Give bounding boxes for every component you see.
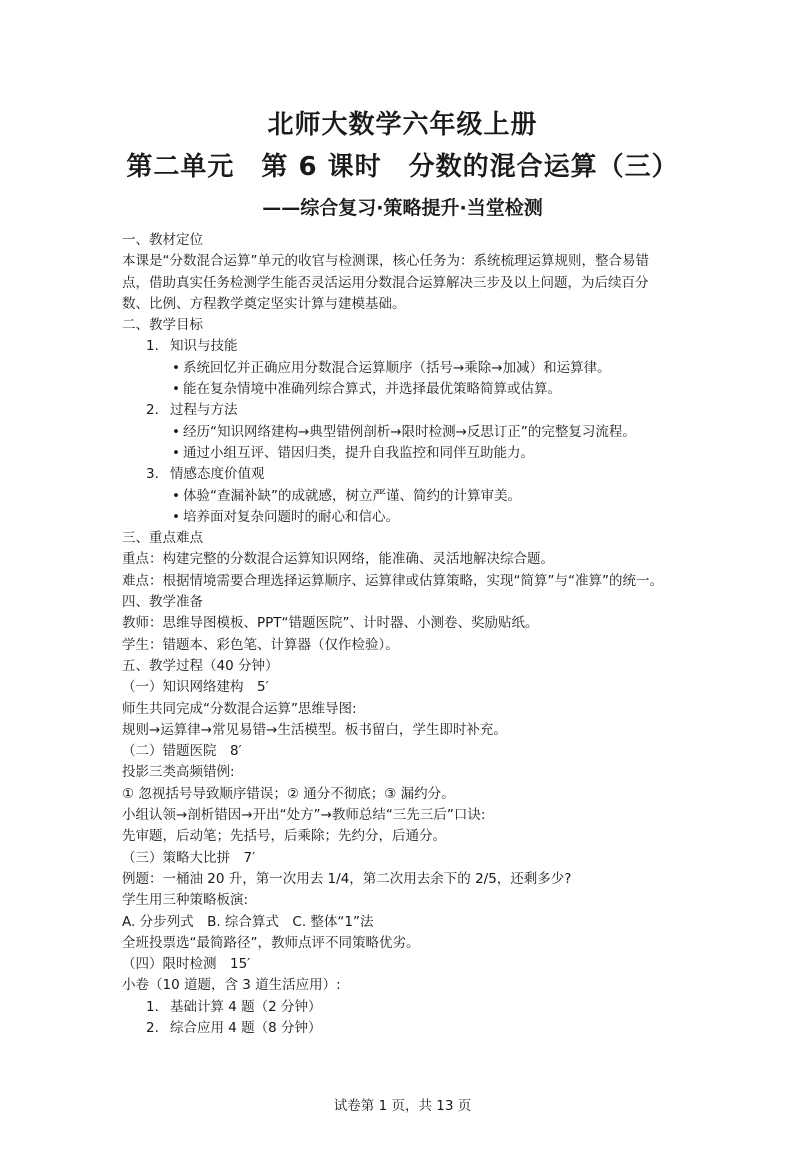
process-line: （二）错题医院 8′ bbox=[122, 743, 242, 760]
bullet-icon: • bbox=[172, 423, 180, 440]
objective-group-title bbox=[122, 336, 692, 357]
test-item: 1. 基础计算 4 题（2 分钟） bbox=[122, 997, 692, 1018]
process-line: 投影三类高频错例: bbox=[122, 764, 235, 781]
bullet-icon: • bbox=[172, 487, 180, 504]
lesson-title: 第二单元 第 6 课时 分数的混合运算（三） bbox=[126, 152, 679, 182]
page-footer: 试卷第 1 页，共 13 页 bbox=[333, 1098, 472, 1114]
list-item: • 能在复杂情境中准确列综合算式，并选择最优策略简算或估算。 bbox=[122, 379, 692, 400]
list-number: 1. bbox=[146, 338, 159, 355]
list-item: • 系统回忆并正确应用分数混合运算顺序（括号→乘除→加减）和运算律。 bbox=[122, 358, 692, 379]
paragraph-line: 点，借助真实任务检测学生能否灵活运用分数混合运算解决三步及以上问题，为后续百分 bbox=[122, 274, 649, 291]
process-line: 小组认领→剖析错因→开出“处方”→教师总结“三先三后”口诀: bbox=[122, 807, 486, 824]
process-line: 学生用三种策略板演: bbox=[122, 892, 249, 909]
process-line: （三）策略大比拼 7′ bbox=[122, 849, 256, 866]
section-heading: 五、教学过程（40 分钟） bbox=[122, 657, 279, 674]
paragraph-line: 数、比例、方程教学奠定坚实计算与建模基础。 bbox=[122, 295, 406, 312]
document-title: 北师大数学六年级上册 bbox=[267, 110, 538, 140]
bullet-icon: • bbox=[172, 381, 180, 398]
process-line: （四）限时检测 15′ bbox=[122, 956, 251, 973]
difficult-point: 难点：根据情境需要合理选择运算顺序、运算律或估算策略，实现“简算”与“准算”的统一。 bbox=[122, 572, 663, 589]
process-line: A. 分步列式 B. 综合算式 C. 整体“1”法 bbox=[122, 913, 374, 930]
teacher-prep: 教师：思维导图模板、PPT“错题医院”、计时器、小测卷、奖励贴纸。 bbox=[122, 615, 539, 632]
objective-group-title bbox=[122, 400, 692, 421]
student-prep: 学生：错题本、彩色笔、计算器（仅作检验）。 bbox=[122, 636, 399, 653]
bullet-icon: • bbox=[172, 359, 180, 376]
process-line: 规则→运算律→常见易错→生活模型。板书留白，学生即时补充。 bbox=[122, 721, 507, 738]
process-line: （一）知识网络建构 5′ bbox=[122, 679, 269, 696]
objective-group-title bbox=[122, 464, 692, 485]
objective-title: 情感态度价值观 bbox=[170, 466, 265, 483]
list-number: 1. bbox=[146, 998, 159, 1015]
section-heading: 四、教学准备 bbox=[122, 594, 203, 611]
process-line: 全班投票选“最简路径”，教师点评不同策略优劣。 bbox=[122, 934, 420, 951]
section-heading: 二、教学目标 bbox=[122, 317, 203, 334]
list-number: 3. bbox=[146, 466, 159, 483]
process-line: 例题：一桶油 20 升，第一次用去 1/4，第二次用去余下的 2/5，还剩多少? bbox=[122, 870, 572, 887]
process-line: 小卷（10 道题，含 3 道生活应用）: bbox=[122, 977, 341, 994]
list-number: 2. bbox=[146, 402, 159, 419]
list-item: • 培养面对复杂问题时的耐心和信心。 bbox=[122, 507, 692, 528]
paragraph-line: 本课是“分数混合运算”单元的收官与检测课，核心任务为：系统梳理运算规则，整合易错 bbox=[122, 253, 649, 270]
document-body bbox=[122, 230, 692, 1039]
process-line: 先审题，后动笔；先括号，后乘除；先约分，后通分。 bbox=[122, 828, 446, 845]
list-item: • 体验“查漏补缺”的成就感，树立严谨、简约的计算审美。 bbox=[122, 486, 692, 507]
test-item: 2. 综合应用 4 题（8 分钟） bbox=[122, 1018, 692, 1039]
objective-title: 过程与方法 bbox=[170, 402, 238, 419]
process-line: 师生共同完成“分数混合运算”思维导图: bbox=[122, 700, 357, 717]
list-item: • 经历“知识网络建构→典型错例剖析→限时检测→反思订正”的完整复习流程。 bbox=[122, 422, 692, 443]
section-heading: 三、重点难点 bbox=[122, 530, 203, 547]
section-heading: 一、教材定位 bbox=[122, 232, 203, 248]
bullet-icon: • bbox=[172, 508, 180, 525]
list-number: 2. bbox=[146, 1019, 159, 1036]
bullet-icon: • bbox=[172, 444, 180, 461]
process-line: ① 忽视括号导致顺序错误；② 通分不彻底；③ 漏约分。 bbox=[122, 785, 455, 802]
objective-title: 知识与技能 bbox=[170, 338, 238, 355]
list-item: • 通过小组互评、错因归类，提升自我监控和同伴互助能力。 bbox=[122, 443, 692, 464]
key-point: 重点：构建完整的分数混合运算知识网络，能准确、灵活地解决综合题。 bbox=[122, 551, 554, 568]
lesson-tagline: ——综合复习·策略提升·当堂检测 bbox=[262, 197, 543, 219]
